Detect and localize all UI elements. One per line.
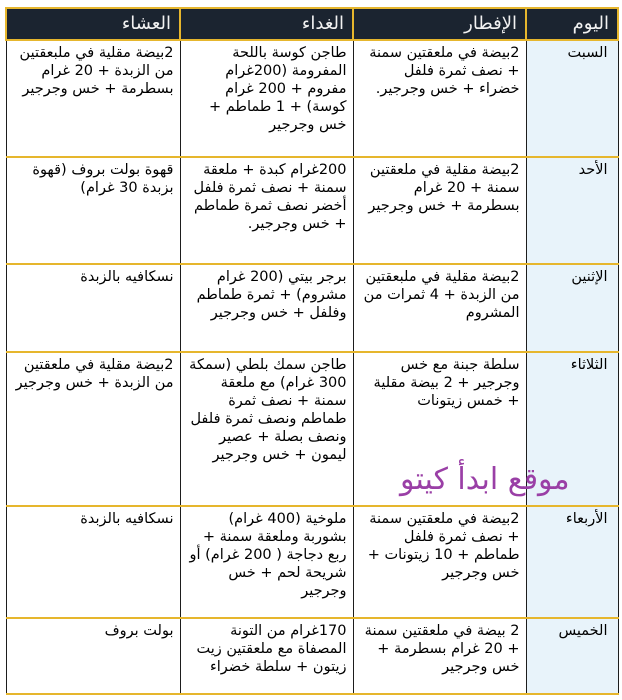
table-row [6,506,618,618]
day-cell: الإثنين [526,264,618,352]
table-row [6,40,618,157]
dinner-cell: بولت بروف [6,618,180,694]
day-cell: الأربعاء [526,506,618,618]
header-dinner: العشاء [6,8,180,40]
breakfast-cell: 2 بيضة في ملعقتين سمنة + 20 غرام بسطرمة + خس وجرجير [353,618,526,694]
table-row [6,264,618,352]
lunch-cell: ملوخية (400 غرام) بشوربة وملعقة سمنة + ربع دجاجة ( 200 غرام) أو شريحة لحم + خس وجرجير [180,506,353,618]
diet-plan-table [5,7,619,695]
day-cell: الثلاثاء [526,352,618,506]
table-row [6,157,618,264]
lunch-cell: طاجن سمك بلطي (سمكة 300 غرام) مع ملعقة سمنة + نصف ثمرة طماطم ونصف ثمرة فلفل ونصف بصلة + عصير ليمون + خس وجرجير [180,352,353,506]
lunch-cell: 170غرام من التونة المصفاة مع ملعقتين زيت زيتون + سلطة خضراء [180,618,353,694]
day-cell: الخميس [526,618,618,694]
breakfast-cell: 2بيضة في ملعقتين سمنة + نصف ثمرة فلفل خضراء + خس وجرجير. [353,40,526,157]
header-breakfast: الإفطار [353,8,526,40]
breakfast-cell: 2بيضة مقلية في ملبعقتين من الزبدة + 4 ثمرات من المشروم [353,264,526,352]
header-row [6,8,618,40]
breakfast-cell: سلطة جبنة مع خس وجرجير + 2 بيضة مقلية + خمس زيتونات [353,352,526,506]
breakfast-cell: 2بيضة مقلية في ملعقتين سمنة + 20 غرام بسطرمة + خس وجرجير [353,157,526,264]
lunch-cell: 200غرام كبدة + ملعقة سمنة + نصف ثمرة فلفل أخضر نصف ثمرة طماطم + خس وجرجير. [180,157,353,264]
day-cell: الأحد [526,157,618,264]
lunch-cell: طاجن كوسة باللحة المفرومة (200غرام مفروم + 200 غرام كوسة) + 1 طماطم + خس وجرجير [180,40,353,157]
lunch-cell: برجر بيتي (200 غرام مشروم) + ثمرة طماطم وفلفل + خس وجرجير [180,264,353,352]
dinner-cell: 2بيضة مقلية في ملعقتين من الزبدة + خس وجرجير [6,352,180,506]
day-cell: السبت [526,40,618,157]
dinner-cell: قهوة بولت بروف (قهوة بزبدة 30 غرام) [6,157,180,264]
table-row [6,618,618,694]
breakfast-cell: 2بيضة في ملعقتين سمنة + نصف ثمرة فلفل طماطم + 10 زيتونات + خس وجرجير [353,506,526,618]
dinner-cell: نسكافيه بالزبدة [6,506,180,618]
dinner-cell: نسكافيه بالزبدة [6,264,180,352]
site-watermark: موقع ابدأ كيتو [400,462,570,497]
header-lunch: الغداء [180,8,353,40]
header-day: اليوم [526,8,618,40]
dinner-cell: 2بيضة مقلية في ملبعقتين من الزبدة + 20 غرام بسطرمة + خس وجرجير [6,40,180,157]
